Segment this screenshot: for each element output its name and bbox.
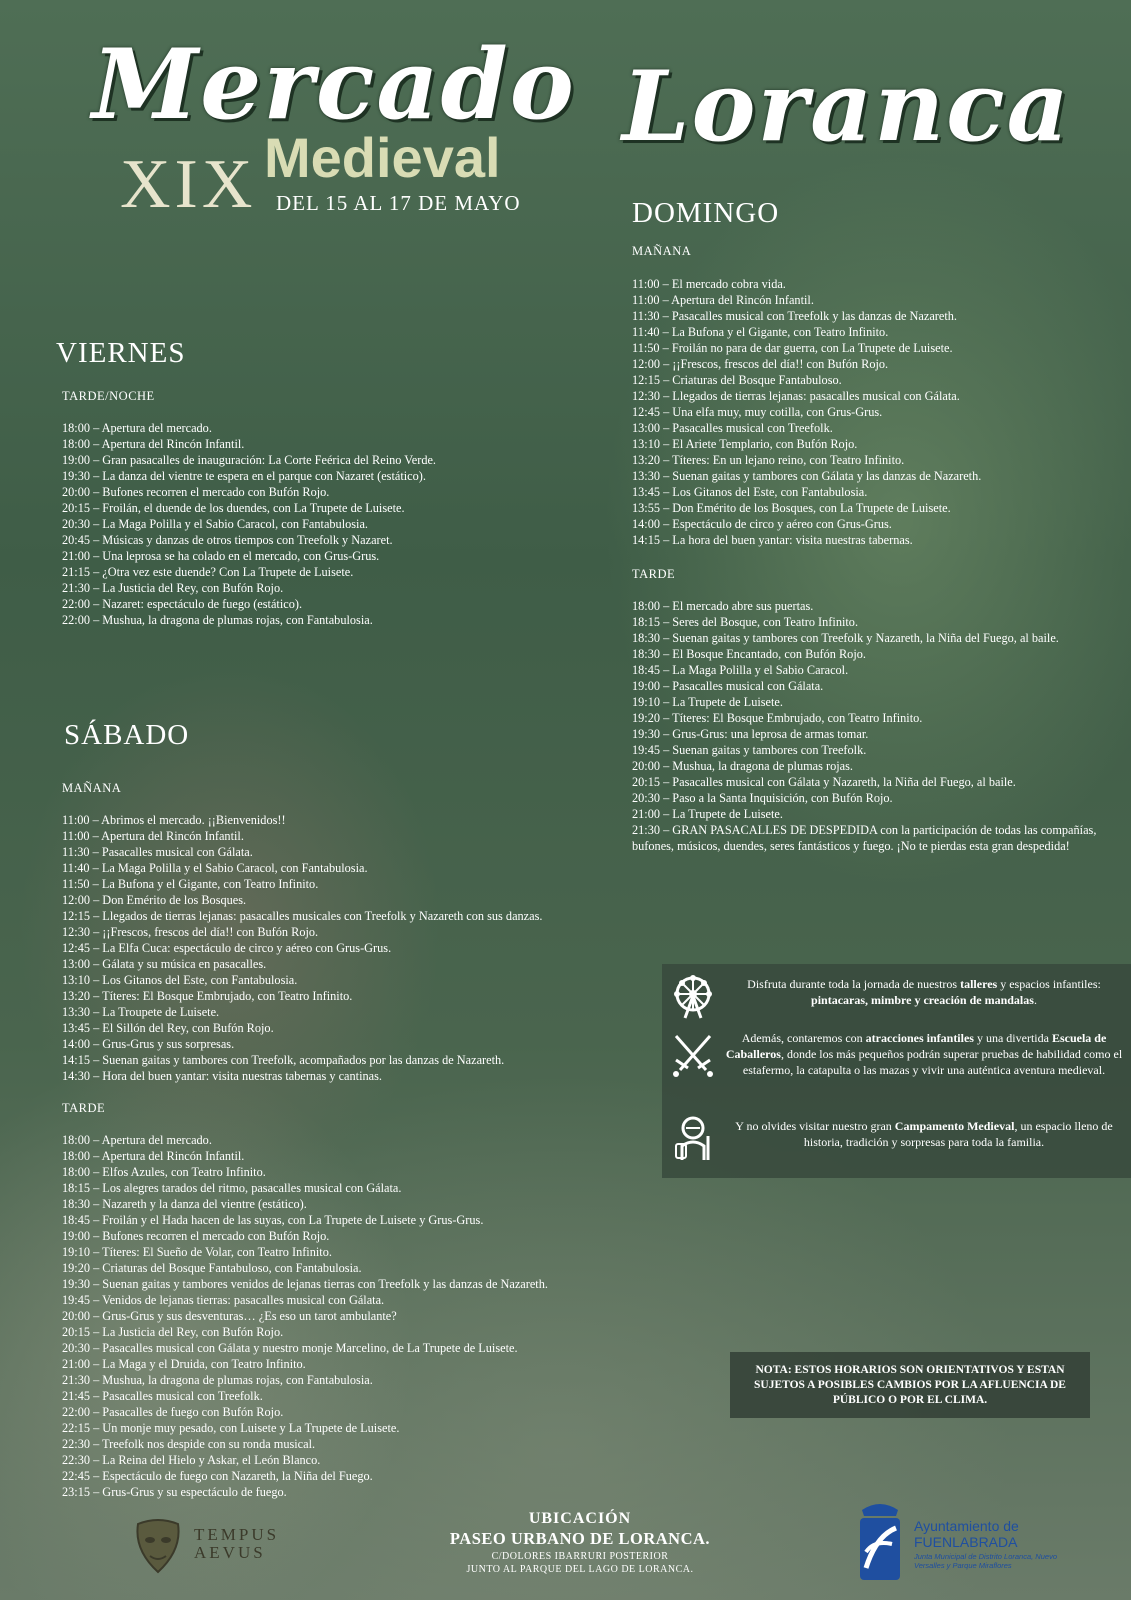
schedule-item: 12:30 – Llegados de tierras lejanas: pasacalles musical con Gálata. [632, 389, 960, 403]
schedule-item: 20:00 – Bufones recorren el mercado con Bufón Rojo. [62, 485, 330, 499]
schedule-item: 21:30 – Mushua, la dragona de plumas rojas, con Fantabulosia. [62, 1373, 373, 1387]
schedule-item: 11:50 – Froilán no para de dar guerra, con La Trupete de Luisete. [632, 341, 953, 355]
schedule-item: 20:15 – Froilán, el duende de los duendes, con La Trupete de Luisete. [62, 501, 405, 515]
domingo-manana-label: MAÑANA [632, 244, 692, 258]
schedule-item: 22:30 – Treefolk nos despide con su ronda musical. [62, 1437, 316, 1451]
schedule-item: 19:10 – Títeres: El Sueño de Volar, con Teatro Infinito. [62, 1245, 332, 1259]
schedule-item: 20:00 – Grus-Grus y sus desventuras… ¿Es eso un tarot ambulante? [62, 1309, 397, 1323]
schedule-item: 19:30 – La danza del vientre te espera en el parque con Nazaret (estático). [62, 469, 426, 483]
schedule-item: 23:15 – Grus-Grus y su espectáculo de fuego. [62, 1485, 287, 1499]
schedule-item: 20:30 – Pasacalles musical con Gálata y nuestro monje Marcelino, de La Trupete de Luisete. [62, 1341, 518, 1355]
schedule-item: 13:10 – El Ariete Templario, con Bufón Rojo. [632, 437, 858, 451]
schedule-item: 12:15 – Llegados de tierras lejanas: pasacalles musicales con Treefolk y Nazareth con sus danzas. [62, 909, 543, 923]
schedule-item: 20:15 – Pasacalles musical con Gálata y Nazareth, la Niña del Fuego, al baile. [632, 775, 1016, 789]
tempus-word: TEMPUS [194, 1525, 280, 1544]
schedule-item: 14:30 – Hora del buen yantar: visita nuestras tabernas y cantinas. [62, 1069, 382, 1083]
schedule-item: 12:45 – Una elfa muy, muy cotilla, con Grus-Grus. [632, 405, 883, 419]
schedule-item: 18:45 – La Maga Polilla y el Sabio Caracol. [632, 663, 849, 677]
info-text-campamento: Y no olvides visitar nuestro gran Campamento Medieval, un espacio lleno de historia, tradición y sorpresas para toda la familia. [735, 1119, 1113, 1149]
schedule-item: 20:00 – Mushua, la dragona de plumas rojas. [632, 759, 853, 773]
schedule-item: 19:10 – La Trupete de Luisete. [632, 695, 783, 709]
schedule-item: 19:30 – Suenan gaitas y tambores venidos de lejanas tierras con Treefolk y las danzas de Nazareth. [62, 1277, 548, 1291]
schedule-item: 22:00 – Pasacalles de fuego con Bufón Rojo. [62, 1405, 284, 1419]
schedule-item: 18:15 – Los alegres tarados del ritmo, pasacalles musical con Gálata. [62, 1181, 402, 1195]
schedule-item: 20:15 – La Justicia del Rey, con Bufón Rojo. [62, 1325, 284, 1339]
domingo-tarde-label: TARDE [632, 567, 676, 581]
schedule-item: 11:00 – Apertura del Rincón Infantil. [632, 293, 814, 307]
schedule-item: 11:40 – La Maga Polilla y el Sabio Caracol, con Fantabulosia. [62, 861, 368, 875]
ayuntamiento-logo [852, 1496, 1092, 1586]
schedule-item: 22:00 – Nazaret: espectáculo de fuego (estático). [62, 597, 303, 611]
schedule-item: 12:00 – ¡¡Frescos, frescos del día!! con Bufón Rojo. [632, 357, 889, 371]
schedule-item: 11:00 – Abrimos el mercado. ¡¡Bienvenidos!! [62, 813, 286, 827]
title-loranca: Loranca [622, 50, 1071, 163]
schedule-item: 19:45 – Suenan gaitas y tambores con Treefolk. [632, 743, 867, 757]
location-line1: PASEO URBANO DE LORANCA. [449, 1529, 711, 1548]
location-line2: C/DOLORES IBARRURI POSTERIOR [491, 1551, 669, 1562]
sabado-tarde-label: TARDE [62, 1101, 106, 1115]
schedule-item: 22:00 – Mushua, la dragona de plumas rojas, con Fantabulosia. [62, 613, 373, 627]
schedule-item: 18:00 – Apertura del Rincón Infantil. [62, 437, 245, 451]
schedule-item: 21:15 – ¿Otra vez este duende? Con La Trupete de Luisete. [62, 565, 354, 579]
crossed-swords-icon [668, 1030, 718, 1080]
schedule-item: 18:30 – El Bosque Encantado, con Bufón Rojo. [632, 647, 866, 661]
schedule-item: 19:20 – Títeres: El Bosque Embrujado, con Teatro Infinito. [632, 711, 923, 725]
schedule-item: 18:45 – Froilán y el Hada hacen de las suyas, con La Trupete de Luisete y Grus-Grus. [62, 1213, 484, 1227]
note-panel [730, 1352, 1090, 1418]
schedule-item: 21:30 – GRAN PASACALLES DE DESPEDIDA con la participación de todas las compañías, bufones, músicos, duendes, seres fantásticos y fuego. ¡No te pierdas esta gran despedida! [632, 823, 1097, 853]
ayto-line1: Ayuntamiento de [914, 1518, 1019, 1534]
sabado-tarde-list [62, 1132, 548, 1500]
schedule-item: 19:00 – Pasacalles musical con Gálata. [632, 679, 824, 693]
info-text-escuela: Además, contaremos con atracciones infantiles y una divertida Escuela de Caballeros, donde los más pequeños podrán superar pruebas de habilidad como el estafermo, la catapulta o las mazas y vivir una auténtica aventura medieval. [725, 1031, 1123, 1077]
domingo-manana-list [632, 276, 981, 548]
location-line3: JUNTO AL PARQUE DEL LAGO DE LORANCA. [466, 1564, 694, 1575]
schedule-item: 21:00 – La Maga y el Druida, con Teatro Infinito. [62, 1357, 306, 1371]
sabado-manana-list [62, 812, 542, 1084]
schedule-item: 19:20 – Criaturas del Bosque Fantabuloso, con Fantabulosia. [62, 1261, 362, 1275]
subtitle-medieval: Medieval [264, 126, 501, 189]
schedule-item: 21:00 – La Trupete de Luisete. [632, 807, 783, 821]
schedule-item: 19:45 – Venidos de lejanas tierras: pasacalles musical con Gálata. [62, 1293, 385, 1307]
domingo-tarde-list [632, 598, 1097, 854]
title-mercado: Mercado [92, 28, 576, 141]
schedule-item: 19:00 – Gran pasacalles de inauguración: La Corte Feérica del Reino Verde. [62, 453, 437, 467]
crest-icon [852, 1496, 908, 1586]
schedule-item: 14:15 – Suenan gaitas y tambores con Treefolk, acompañados por las danzas de Nazareth. [62, 1053, 505, 1067]
ayto-line2: FUENLABRADA [914, 1534, 1018, 1550]
edition-number: XIX [120, 146, 257, 223]
schedule-item: 13:20 – Títeres: El Bosque Embrujado, con Teatro Infinito. [62, 989, 353, 1003]
info-panel [662, 964, 1131, 1178]
schedule-item: 14:00 – Espectáculo de circo y aéreo con Grus-Grus. [632, 517, 892, 531]
schedule-item: 18:00 – Apertura del mercado. [62, 421, 212, 435]
note-text: NOTA: ESTOS HORARIOS SON ORIENTATIVOS Y ESTAN SUJETOS A POSIBLES CAMBIOS POR LA AFLUENCIA DE PÚBLICO O POR EL CLIMA. [754, 1363, 1066, 1406]
schedule-item: 12:00 – Don Emérito de los Bosques. [62, 893, 247, 907]
schedule-item: 18:30 – Nazareth y la danza del vientre (estático). [62, 1197, 307, 1211]
schedule-item: 12:15 – Criaturas del Bosque Fantabuloso. [632, 373, 842, 387]
ayto-line3: Junta Municipal de Distrito Loranca, Nuevo Versalles y Parque Miraflores [914, 1552, 1057, 1570]
schedule-item: 20:45 – Músicas y danzas de otros tiempos con Treefolk y Nazaret. [62, 533, 393, 547]
schedule-item: 21:30 – La Justicia del Rey, con Bufón Rojo. [62, 581, 284, 595]
schedule-item: 18:00 – Elfos Azules, con Teatro Infinito. [62, 1165, 266, 1179]
schedule-item: 18:00 – Apertura del mercado. [62, 1133, 212, 1147]
schedule-item: 22:45 – Espectáculo de fuego con Nazareth, la Niña del Fuego. [62, 1469, 373, 1483]
event-dates: DEL 15 AL 17 DE MAYO [276, 191, 521, 215]
schedule-item: 13:20 – Títeres: En un lejano reino, con Teatro Infinito. [632, 453, 905, 467]
schedule-item: 22:15 – Un monje muy pesado, con Luisete y La Trupete de Luisete. [62, 1421, 400, 1435]
schedule-item: 18:00 – Apertura del Rincón Infantil. [62, 1149, 245, 1163]
schedule-item: 11:30 – Pasacalles musical con Treefolk y las danzas de Nazareth. [632, 309, 957, 323]
domingo-heading: DOMINGO [632, 197, 780, 229]
knight-icon [668, 1114, 718, 1164]
schedule-item: 12:30 – ¡¡Frescos, frescos del día!! con Bufón Rojo. [62, 925, 319, 939]
info-text-talleres: Disfruta durante toda la jornada de nuestros talleres y espacios infantiles: pintacaras, mimbre y creación de mandalas. [747, 977, 1101, 1007]
schedule-item: 11:40 – La Bufona y el Gigante, con Teatro Infinito. [632, 325, 889, 339]
location-title: UBICACIÓN [528, 1510, 632, 1527]
schedule-item: 13:45 – El Sillón del Rey, con Bufón Rojo. [62, 1021, 274, 1035]
schedule-item: 13:30 – La Troupete de Luisete. [62, 1005, 220, 1019]
schedule-item: 19:00 – Bufones recorren el mercado con Bufón Rojo. [62, 1229, 330, 1243]
schedule-item: 13:55 – Don Emérito de los Bosques, con La Trupete de Luisete. [632, 501, 951, 515]
mask-icon [128, 1516, 188, 1576]
viernes-heading: VIERNES [56, 337, 186, 369]
aevus-word: AEVUS [194, 1543, 266, 1562]
sabado-heading: SÁBADO [64, 719, 190, 751]
schedule-item: 11:00 – Apertura del Rincón Infantil. [62, 829, 244, 843]
schedule-item: 13:10 – Los Gitanos del Este, con Fantabulosia. [62, 973, 298, 987]
schedule-item: 13:30 – Suenan gaitas y tambores con Gálata y las danzas de Nazareth. [632, 469, 982, 483]
schedule-item: 11:50 – La Bufona y el Gigante, con Teatro Infinito. [62, 877, 319, 891]
schedule-item: 14:00 – Grus-Grus y sus sorpresas. [62, 1037, 235, 1051]
schedule-item: 11:30 – Pasacalles musical con Gálata. [62, 845, 253, 859]
ferris-wheel-icon [668, 972, 718, 1022]
schedule-item: 18:00 – El mercado abre sus puertas. [632, 599, 814, 613]
schedule-item: 18:15 – Seres del Bosque, con Teatro Infinito. [632, 615, 859, 629]
schedule-item: 14:15 – La hora del buen yantar: visita nuestras tabernas. [632, 533, 913, 547]
schedule-item: 22:30 – La Reina del Hielo y Askar, el León Blanco. [62, 1453, 321, 1467]
schedule-item: 20:30 – Paso a la Santa Inquisición, con Bufón Rojo. [632, 791, 893, 805]
viernes-tarde-label: TARDE/NOCHE [62, 389, 155, 403]
tempus-aevus-logo [128, 1516, 308, 1576]
schedule-item: 11:00 – El mercado cobra vida. [632, 277, 786, 291]
schedule-item: 21:00 – Una leprosa se ha colado en el mercado, con Grus-Grus. [62, 549, 380, 563]
schedule-item: 13:00 – Pasacalles musical con Treefolk. [632, 421, 833, 435]
viernes-tarde-list [62, 420, 436, 628]
schedule-item: 13:00 – Gálata y su música en pasacalles. [62, 957, 267, 971]
sabado-manana-label: MAÑANA [62, 781, 122, 795]
schedule-item: 21:45 – Pasacalles musical con Treefolk. [62, 1389, 263, 1403]
schedule-item: 19:30 – Grus-Grus: una leprosa de armas tomar. [632, 727, 869, 741]
schedule-item: 13:45 – Los Gitanos del Este, con Fantabulosia. [632, 485, 868, 499]
schedule-item: 18:30 – Suenan gaitas y tambores con Treefolk y Nazareth, la Niña del Fuego, al baile. [632, 631, 1059, 645]
schedule-item: 12:45 – La Elfa Cuca: espectáculo de circo y aéreo con Grus-Grus. [62, 941, 392, 955]
schedule-item: 20:30 – La Maga Polilla y el Sabio Caracol, con Fantabulosia. [62, 517, 368, 531]
